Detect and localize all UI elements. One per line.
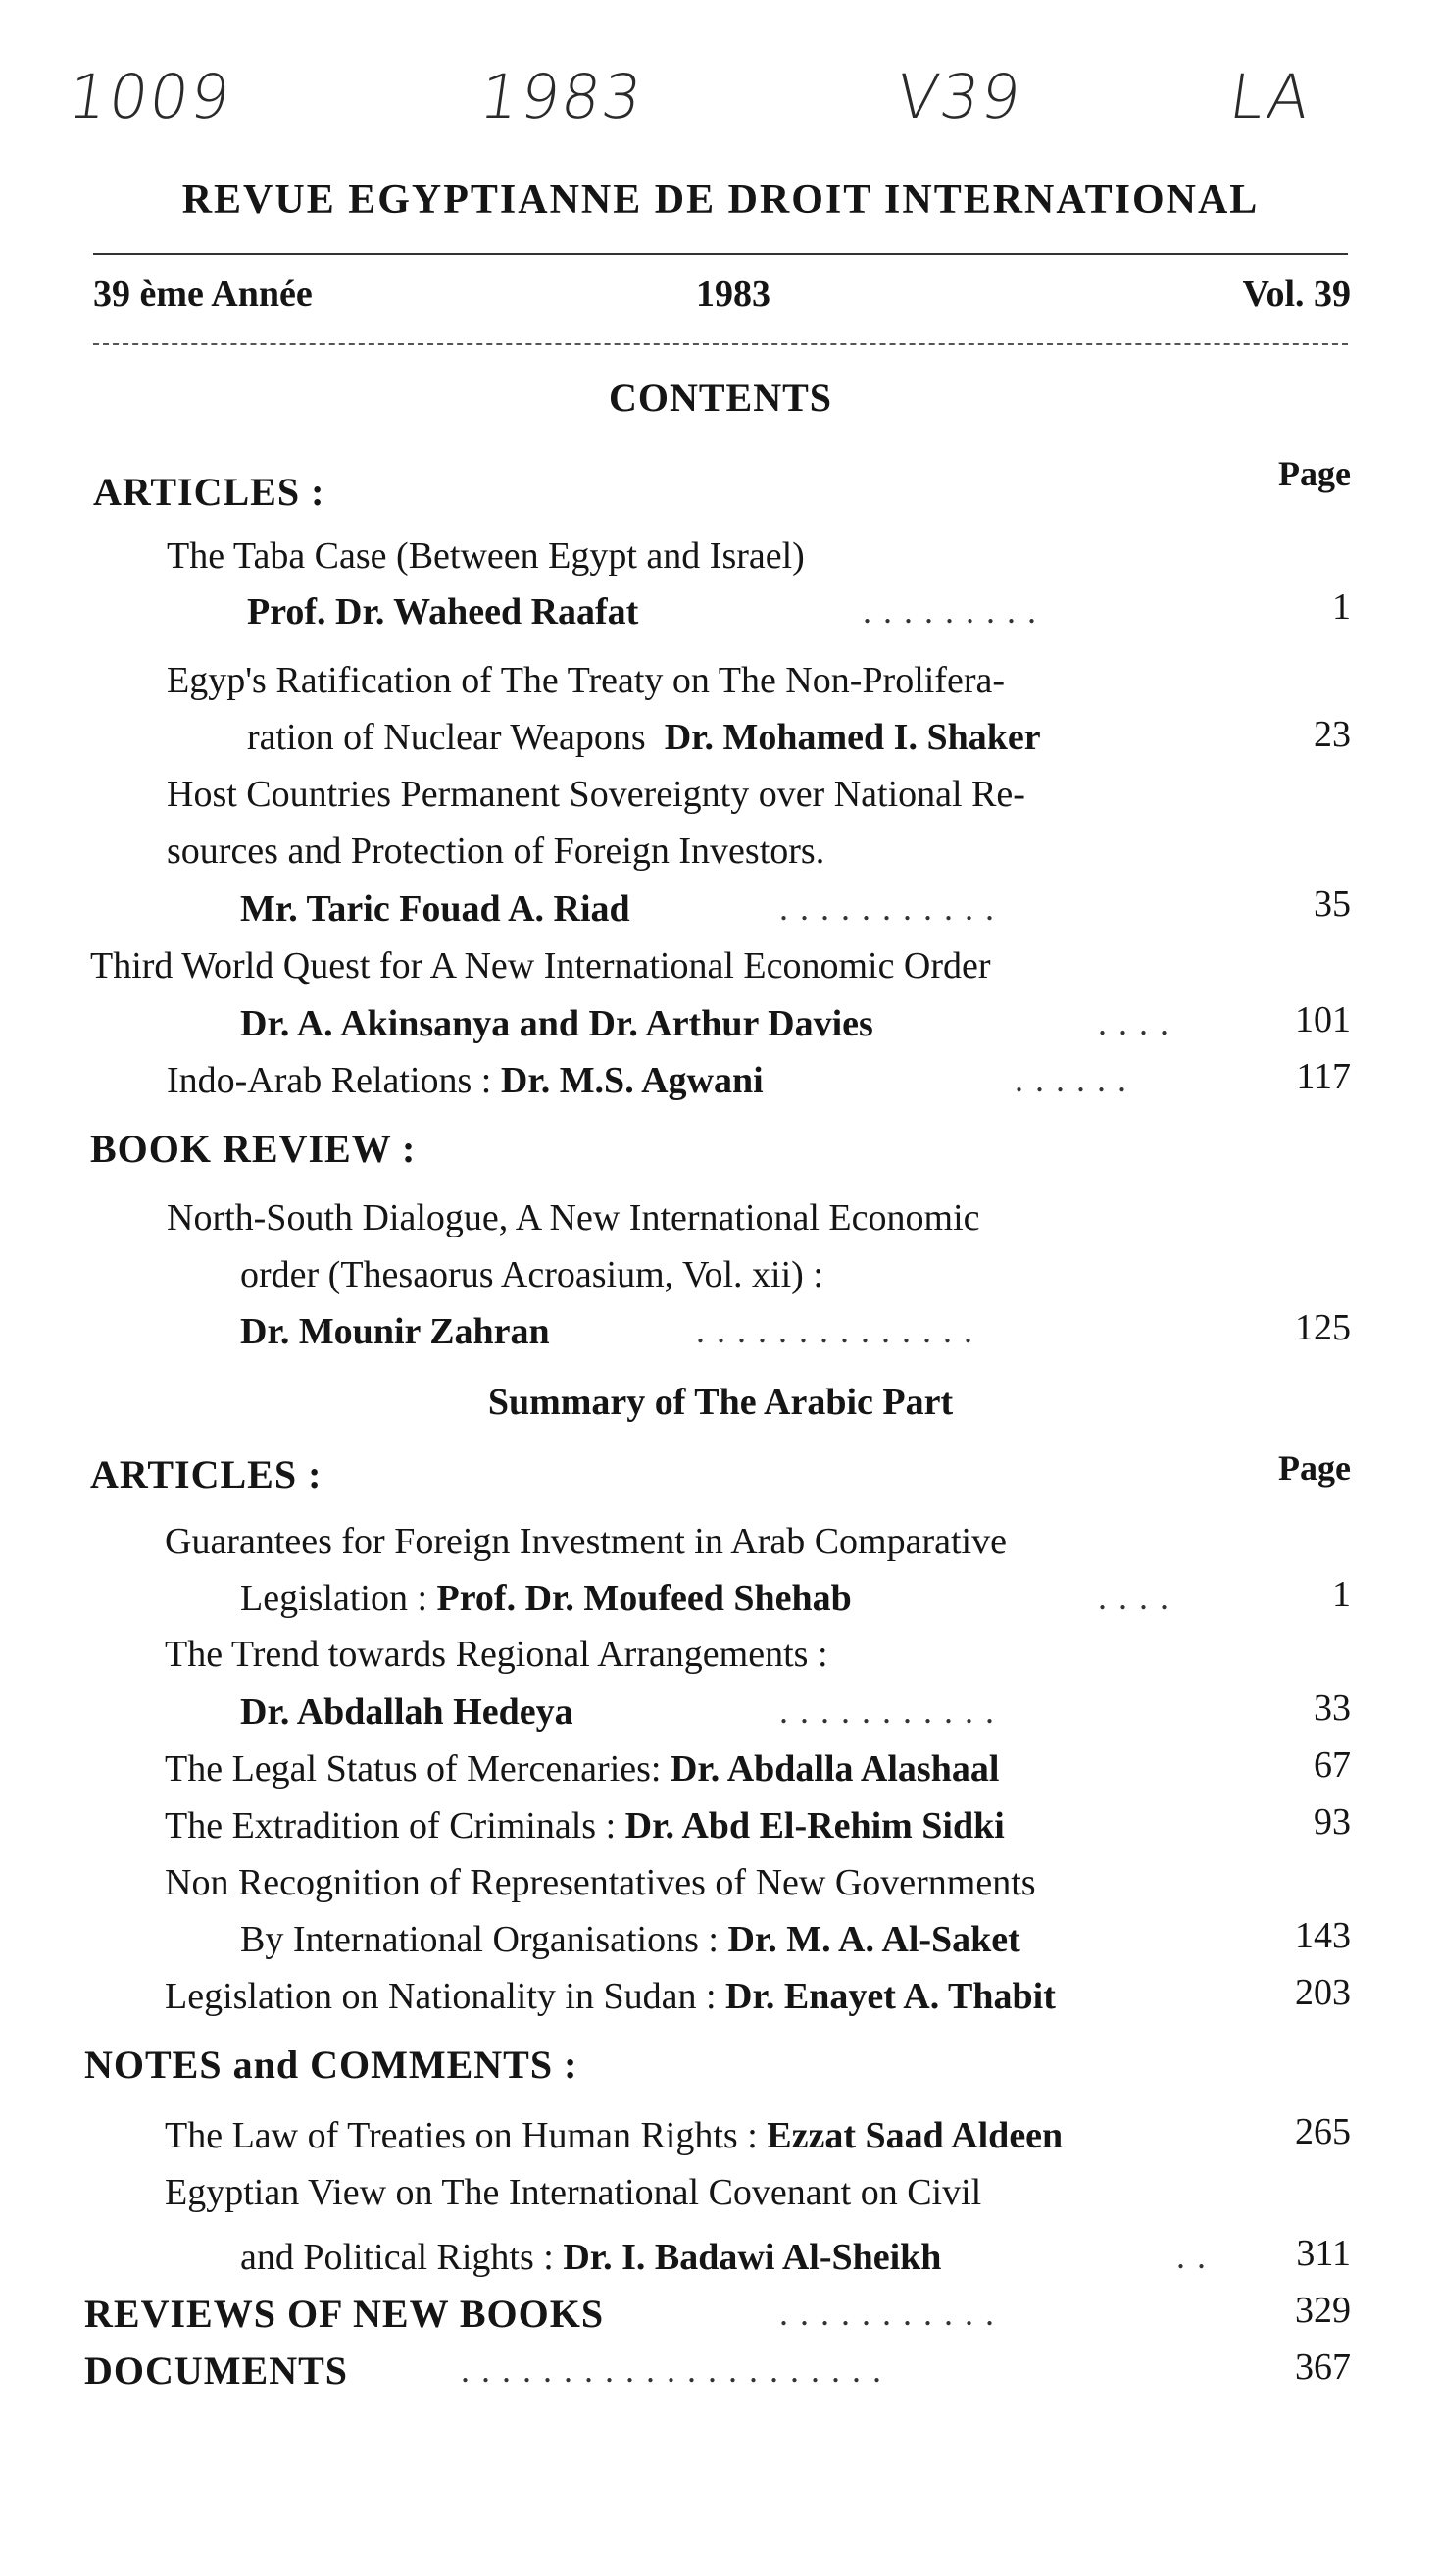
handwritten-mark-2: 1983 — [474, 61, 648, 132]
entry-author: Dr. Enayet A. Thabit — [725, 1976, 1056, 2017]
entry-title-cont — [247, 716, 1041, 759]
entry-title: North-South Dialogue, A New International Economic — [167, 1197, 980, 1238]
entry-page: 23 — [1314, 714, 1351, 755]
entry-title-text: and Political Rights : — [240, 2237, 554, 2278]
section-articles-arabic: ARTICLES : — [90, 1452, 323, 1496]
entry-author: Dr. Mounir Zahran — [240, 1311, 550, 1352]
entry-title-text: The Legal Status of Mercenaries: — [165, 1748, 662, 1790]
entry-page: 101 — [1295, 999, 1351, 1040]
entry-line — [165, 2114, 1063, 2157]
entry-page: 143 — [1295, 1915, 1351, 1956]
entry-line — [240, 1918, 1020, 1961]
arabic-summary-title: Summary of The Arabic Part — [487, 1382, 954, 1423]
handwritten-mark-3: V39 — [891, 61, 1027, 132]
entry-page: 33 — [1314, 1688, 1351, 1729]
journal-title: REVUE EGYPTIANNE DE DROIT INTERNATIONAL — [181, 177, 1260, 223]
leader-dots: ........... — [779, 2294, 1006, 2333]
entry-page: 67 — [1314, 1744, 1351, 1786]
entry-title: Egyp's Ratification of The Treaty on The Non-Prolifera- — [167, 660, 1005, 701]
header-rule-bottom — [93, 343, 1348, 345]
entry-author: Ezzat Saad Aldeen — [767, 2115, 1064, 2156]
entry-author: Dr. Abd El-Rehim Sidki — [624, 1805, 1005, 1846]
leader-dots: .... — [1098, 1578, 1180, 1617]
section-documents: DOCUMENTS — [84, 2349, 349, 2393]
volume: Vol. 39 — [1242, 274, 1351, 315]
entry-line — [165, 1747, 999, 1791]
entry-title: The Taba Case (Between Egypt and Israel) — [167, 535, 805, 577]
handwritten-mark-4: LA — [1224, 61, 1317, 132]
leader-dots: .............. — [696, 1311, 984, 1350]
entry-title: Guarantees for Foreign Investment in Arab Comparative — [165, 1521, 1007, 1562]
entry-title: Non Recognition of Representatives of New Governments — [165, 1862, 1036, 1903]
entry-title-text: Legislation on Nationality in Sudan : — [165, 1976, 717, 2017]
contents-title: CONTENTS — [608, 376, 833, 420]
entry-title-cont: order (Thesaorus Acroasium, Vol. xii) : — [240, 1254, 823, 1295]
entry-page: 203 — [1295, 1972, 1351, 2013]
handwritten-mark-1: 1009 — [63, 61, 236, 132]
section-articles: ARTICLES : — [93, 470, 325, 514]
entry-author: Dr. Mohamed I. Shaker — [664, 717, 1041, 758]
entry-line — [165, 1804, 1005, 1847]
entry-page: 1 — [1332, 1574, 1351, 1615]
entry-page: 265 — [1295, 2111, 1351, 2152]
entry-page: 1 — [1332, 586, 1351, 628]
entry-page: 125 — [1295, 1307, 1351, 1348]
header-rule-top — [93, 253, 1348, 255]
leader-dots: ........... — [779, 888, 1006, 928]
entry-author: Dr. A. Akinsanya and Dr. Arthur Davies — [240, 1003, 873, 1044]
entry-page: 35 — [1314, 884, 1351, 925]
entry-title-text: The Extradition of Criminals : — [165, 1805, 617, 1846]
entry-title-text: Indo-Arab Relations : — [167, 1060, 492, 1101]
section-notes-comments: NOTES and COMMENTS : — [84, 2043, 578, 2087]
page-column-header: Page — [1278, 1448, 1351, 1488]
entry-author: Dr. Abdallah Hedeya — [240, 1692, 573, 1733]
entry-page: 329 — [1295, 2290, 1351, 2331]
leader-dots: .... — [1098, 1003, 1180, 1042]
leader-dots: ........... — [779, 1692, 1006, 1731]
entry-author: Dr. M.S. Agwani — [500, 1060, 764, 1101]
entry-page: 117 — [1296, 1056, 1351, 1097]
year: 1983 — [696, 274, 770, 315]
entry-title-text: ration of Nuclear Weapons — [247, 717, 646, 758]
entry-page: 311 — [1296, 2233, 1351, 2274]
entry-page: 367 — [1295, 2347, 1351, 2388]
leader-dots: ...... — [1015, 1060, 1138, 1099]
entry-line — [165, 1975, 1056, 2018]
leader-dots: .. — [1176, 2237, 1217, 2276]
entry-author: Dr. Abdalla Alashaal — [670, 1748, 1000, 1790]
entry-title: Third World Quest for A New International Economic Order — [90, 945, 991, 986]
entry-line — [240, 2236, 941, 2279]
section-reviews-new-books: REVIEWS OF NEW BOOKS — [84, 2292, 605, 2336]
entry-line — [167, 1059, 764, 1102]
entry-page: 93 — [1314, 1801, 1351, 1843]
leader-dots: ..................... — [461, 2350, 893, 2390]
entry-title-cont: sources and Protection of Foreign Investors. — [167, 831, 825, 872]
entry-title: The Trend towards Regional Arrangements : — [165, 1634, 828, 1675]
entry-line — [240, 1577, 852, 1620]
entry-title: Egyptian View on The International Covenant on Civil — [165, 2172, 982, 2213]
entry-author: Prof. Dr. Waheed Raafat — [247, 591, 639, 632]
page-column-header: Page — [1278, 454, 1351, 493]
entry-author: Mr. Taric Fouad A. Riad — [240, 888, 630, 930]
entry-author: Dr. I. Badawi Al-Sheikh — [563, 2237, 942, 2278]
entry-author: Prof. Dr. Moufeed Shehab — [436, 1578, 852, 1619]
section-book-review: BOOK REVIEW : — [90, 1127, 417, 1171]
entry-author: Dr. M. A. Al-Saket — [727, 1919, 1020, 1960]
entry-title-text: By International Organisations : — [240, 1919, 719, 1960]
leader-dots: ......... — [863, 591, 1048, 631]
annee: 39 ème Année — [93, 274, 313, 315]
entry-title-text: The Law of Treaties on Human Rights : — [165, 2115, 758, 2156]
entry-title-text: Legislation : — [240, 1578, 428, 1619]
entry-title: Host Countries Permanent Sovereignty over National Re- — [167, 774, 1025, 815]
